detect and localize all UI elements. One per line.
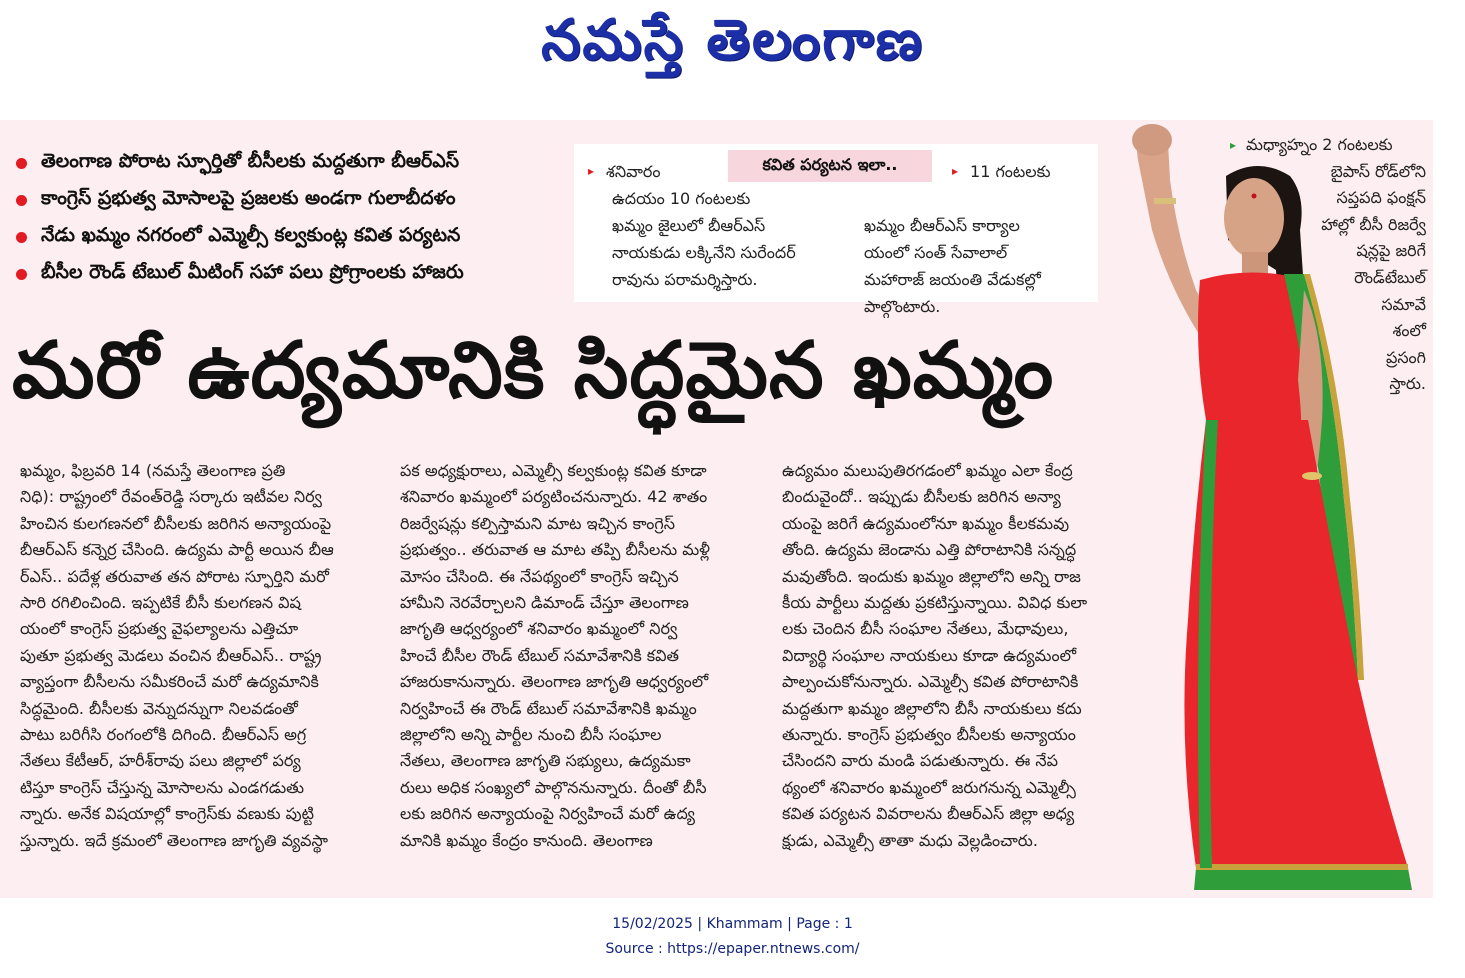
highlight-bullet: కాంగ్రెస్ ప్రభుత్వ మోసాలపై ప్రజలకు అండగా గులాబీదళం bbox=[10, 183, 570, 218]
article-line: హామీని నెరవేర్చాలని డిమాండ్ చేస్తూ తెలంగాణ bbox=[400, 593, 689, 613]
article-line: జిల్లాలోని అన్ని పార్టీల నుంచి బీసీ సంఘాల bbox=[400, 725, 662, 745]
triangle-bullet-icon: ▸ bbox=[1230, 138, 1237, 152]
bullet-dot-icon bbox=[16, 158, 27, 169]
article-line: తోంది. ఉద్యమ జెండాను ఎత్తి పోరాటానికి సన్నద్ధ bbox=[782, 540, 1077, 560]
article-line: యంలో కాంగ్రెస్ ప్రభుత్వ వైఫల్యాలను ఎత్తిచూ bbox=[20, 619, 299, 639]
article-headline: మరో ఉద్యమానికి సిద్ధమైన ఖమ్మం bbox=[12, 326, 1055, 416]
article-line: క్షుడు, ఎమ్మెల్సీ తాతా మధు వెల్లడించారు. bbox=[782, 830, 1038, 850]
article-line: ర్ఎస్.. పదేళ్ల తరువాత తన పోరాట స్ఫూర్తిని మరో bbox=[20, 566, 330, 586]
article-line: మోసం చేసింది. ఈ నేపథ్యంలో కాంగ్రెస్ ఇచ్చిన bbox=[400, 566, 679, 586]
schedule-11am: ఖమ్మం బీఆర్ఎస్ కార్యాల యంలో సంత్ సేవాలాల్ మహారాజ్ జయంతి వేడుకల్లో పాల్గొంటారు. bbox=[864, 216, 1041, 316]
schedule-box bbox=[574, 144, 1098, 316]
article-column-2 bbox=[400, 458, 748, 854]
edition-info: 15/02/2025 | Khammam | Page : 1 bbox=[612, 916, 853, 932]
article-line: వ్యాప్తంగా బీసీలను సమీకరించే మరో ఉద్యమానికి bbox=[20, 672, 319, 692]
highlight-bullet: తెలంగాణ పోరాట స్ఫూర్తితో బీసీలకు మద్దతుగా బీఆర్ఎస్ bbox=[10, 146, 570, 181]
article-line: రులు అధిక సంఖ్యలో పాల్గొననున్నారు. దీంతో బీసీ bbox=[400, 777, 707, 797]
wrist-band bbox=[1154, 198, 1176, 204]
article-line: బీఆర్ఎస్ కన్నెర్ర చేసింది. ఉద్యమ పార్టీ అయిన బీఆ bbox=[20, 540, 334, 560]
article-line: ఖమ్మం, ఫిబ్రవరి 14 (నమస్తే తెలంగాణ ప్రతి bbox=[20, 461, 286, 480]
article-line: మానికి ఖమ్మం కేంద్రం కానుంది. తెలంగాణ bbox=[400, 830, 653, 850]
article-line: పాల్పంచుకోనున్నారు. ఎమ్మెల్సీ కవిత పోరాటానికి bbox=[782, 672, 1079, 692]
article-line: నిర్వహించే ఈ రౌండ్ టేబుల్ సమావేశానికి ఖమ్మం bbox=[400, 698, 697, 718]
article-line: నేతలు కేటీఆర్, హరీశ్‌రావు పలు జిల్లాలో పర్య bbox=[20, 751, 301, 771]
page-footer bbox=[0, 912, 1465, 962]
article-line: స్తున్నారు. ఇదే క్రమంలో తెలంగాణ జాగృతి వ్యవస్థా bbox=[20, 830, 329, 850]
article-line: న్నారు. అనేక విషయాల్లో కాంగ్రెస్‌కు వణుకు పుట్టి bbox=[20, 804, 314, 824]
bullet-dot-icon bbox=[16, 232, 27, 243]
article-line: హించే బీసీల రౌండ్ టేబుల్ సమావేశానికి కవిత bbox=[400, 645, 679, 665]
article-line: లకు చెందిన బీసీ సంఘాల నేతలు, మేధావులు, bbox=[782, 619, 1069, 639]
article-line: నేతలు, తెలంగాణ జాగృతి సభ్యులు, ఉద్యమకా bbox=[400, 751, 691, 771]
article-line: పాటు బరిగీసి రంగంలోకి దిగింది. బీఆర్ఎస్ అగ్ర bbox=[20, 725, 307, 745]
article-line: ప్రభుత్వం.. తరువాత ఆ మాట తప్పి బీసీలను మళ్లీ bbox=[400, 540, 710, 560]
article-line: ఉద్యమం మలుపుతిరగడంలో ఖమ్మం ఎలా కేంద్ర bbox=[782, 461, 1073, 480]
article-line: రిజర్వేషన్లు కల్పిస్తామని మాట ఇచ్చిన కాంగ్రెస్ bbox=[400, 513, 675, 533]
bullet-dot-icon bbox=[16, 269, 27, 280]
article-line: హించిన కులగణనలో బీసీలకు జరిగిన అన్యాయంపై bbox=[20, 513, 332, 533]
saree-hem-border bbox=[1194, 868, 1412, 890]
triangle-bullet-icon: ▸ bbox=[952, 164, 959, 178]
article-line: థ్యంలో శనివారం ఖమ్మంలో జరుగనున్న ఎమ్మెల్సీ bbox=[782, 777, 1076, 797]
article-clipping bbox=[0, 120, 1433, 898]
article-line: జాగృతి ఆధ్వర్యంలో శనివారం ఖమ్మంలో నిర్వ bbox=[400, 619, 678, 639]
saree-hem-gold bbox=[1196, 864, 1408, 870]
masthead bbox=[0, 0, 1465, 110]
article-line: శనివారం ఖమ్మంలో పర్యటించనున్నారు. 42 శాతం bbox=[400, 487, 708, 507]
article-line: నిధి): రాష్ట్రంలో రేవంత్‌రెడ్డి సర్కారు ఇటీవల నిర్వ bbox=[20, 487, 322, 507]
article-line: విద్యార్థి సంఘాల నాయకులు కూడా ఉద్యమంలో bbox=[782, 645, 1077, 665]
article-line: మద్దతుగా ఖమ్మం జిల్లాలోని బీసీ నాయకులు కదు bbox=[782, 698, 1082, 718]
schedule-morning: ▸ శనివారం ఉదయం 10 గంటలకు ఖమ్మం జైలులో బీఆర్ఎస్ నాయకుడు లక్కినేని సురేందర్ రావును పరామర్శిస్తారు. bbox=[588, 158, 848, 293]
triangle-bullet-icon: ▸ bbox=[588, 164, 595, 178]
newspaper-logo: నమస్తే తెలంగాణ bbox=[541, 7, 924, 73]
article-line: మవుతోంది. ఇందుకు ఖమ్మం జిల్లాలోని అన్ని రాజ bbox=[782, 566, 1081, 586]
article-line: యంపై జరిగే ఉద్యమంలోనూ ఖమ్మం కీలకమవు bbox=[782, 513, 1070, 533]
source-link[interactable]: Source : https://epaper.ntnews.com/ bbox=[605, 941, 860, 957]
schedule-title: కవిత పర్యటన ఇలా.. bbox=[728, 150, 932, 182]
article-line: తున్నారు. కాంగ్రెస్ ప్రభుత్వం బీసీలకు అన్యాయం bbox=[782, 725, 1076, 745]
article-column-1 bbox=[20, 458, 368, 854]
bullet-dot-icon bbox=[16, 195, 27, 206]
article-line: కీయ పార్టీలు మద్దతు ప్రకటిస్తున్నాయి. వివిధ కులా bbox=[782, 593, 1088, 613]
highlight-bullets bbox=[10, 146, 570, 294]
article-line: సారి రగిలించింది. ఇప్పటికే బీసీ కులగణన విష bbox=[20, 593, 301, 613]
highlight-bullet: నేడు ఖమ్మం నగరంలో ఎమ్మెల్సీ కల్వకుంట్ల కవిత పర్యటన bbox=[10, 220, 570, 255]
fist bbox=[1132, 124, 1172, 156]
bangle bbox=[1302, 472, 1322, 480]
article-line: సిద్ధమైంది. బీసీలకు వెన్నుదన్నుగా నిలవడంతో bbox=[20, 698, 298, 718]
article-line: పక అధ్యక్షురాలు, ఎమ్మెల్సీ కల్వకుంట్ల కవిత కూడా bbox=[400, 461, 707, 480]
article-column-3 bbox=[782, 458, 1130, 854]
article-line: బిందువైందో.. ఇప్పుడు బీసీలకు జరిగిన అన్యా bbox=[782, 487, 1061, 507]
highlight-bullet: బీసీల రౌండ్ టేబుల్ మీటింగ్ సహా పలు ప్రోగ్రాంలకు హాజరు bbox=[10, 257, 570, 292]
article-line: చేసిందని వారు మండి పడుతున్నారు. ఈ నేప bbox=[782, 751, 1058, 771]
article-line: పుతూ ప్రభుత్వ మెడలు వంచిన బీఆర్ఎస్.. రాష్ట్ర bbox=[20, 645, 322, 665]
saree-skirt bbox=[1184, 420, 1408, 868]
article-line: హాజరుకానున్నారు. తెలంగాణ జాగృతి ఆధ్వర్యంలో bbox=[400, 672, 709, 692]
article-line: కవిత పర్యటన వివరాలను బీఆర్ఎస్ జిల్లా అధ్య bbox=[782, 804, 1075, 824]
article-line: లకు జరిగిన అన్యాయంపై నిర్వహించే మరో ఉద్య bbox=[400, 804, 695, 824]
schedule-11am-lead: ▸ 11 గంటలకు bbox=[952, 158, 1092, 185]
afternoon-schedule-sidebar: ▸ మధ్యాహ్నం 2 గంటలకు బైపాస్ రోడ్‌లోని సప్తపది ఫంక్షన్ హాల్లో బీసీ రిజర్వే షన్లపై జరిగే రౌండ్‌టేబుల్ సమావే శంలో ప్రసంగి స్తారు. bbox=[1230, 132, 1426, 398]
article-line: టిస్తూ కాంగ్రెస్ చేస్తున్న మోసాలను ఎండగడుతు bbox=[20, 777, 305, 797]
